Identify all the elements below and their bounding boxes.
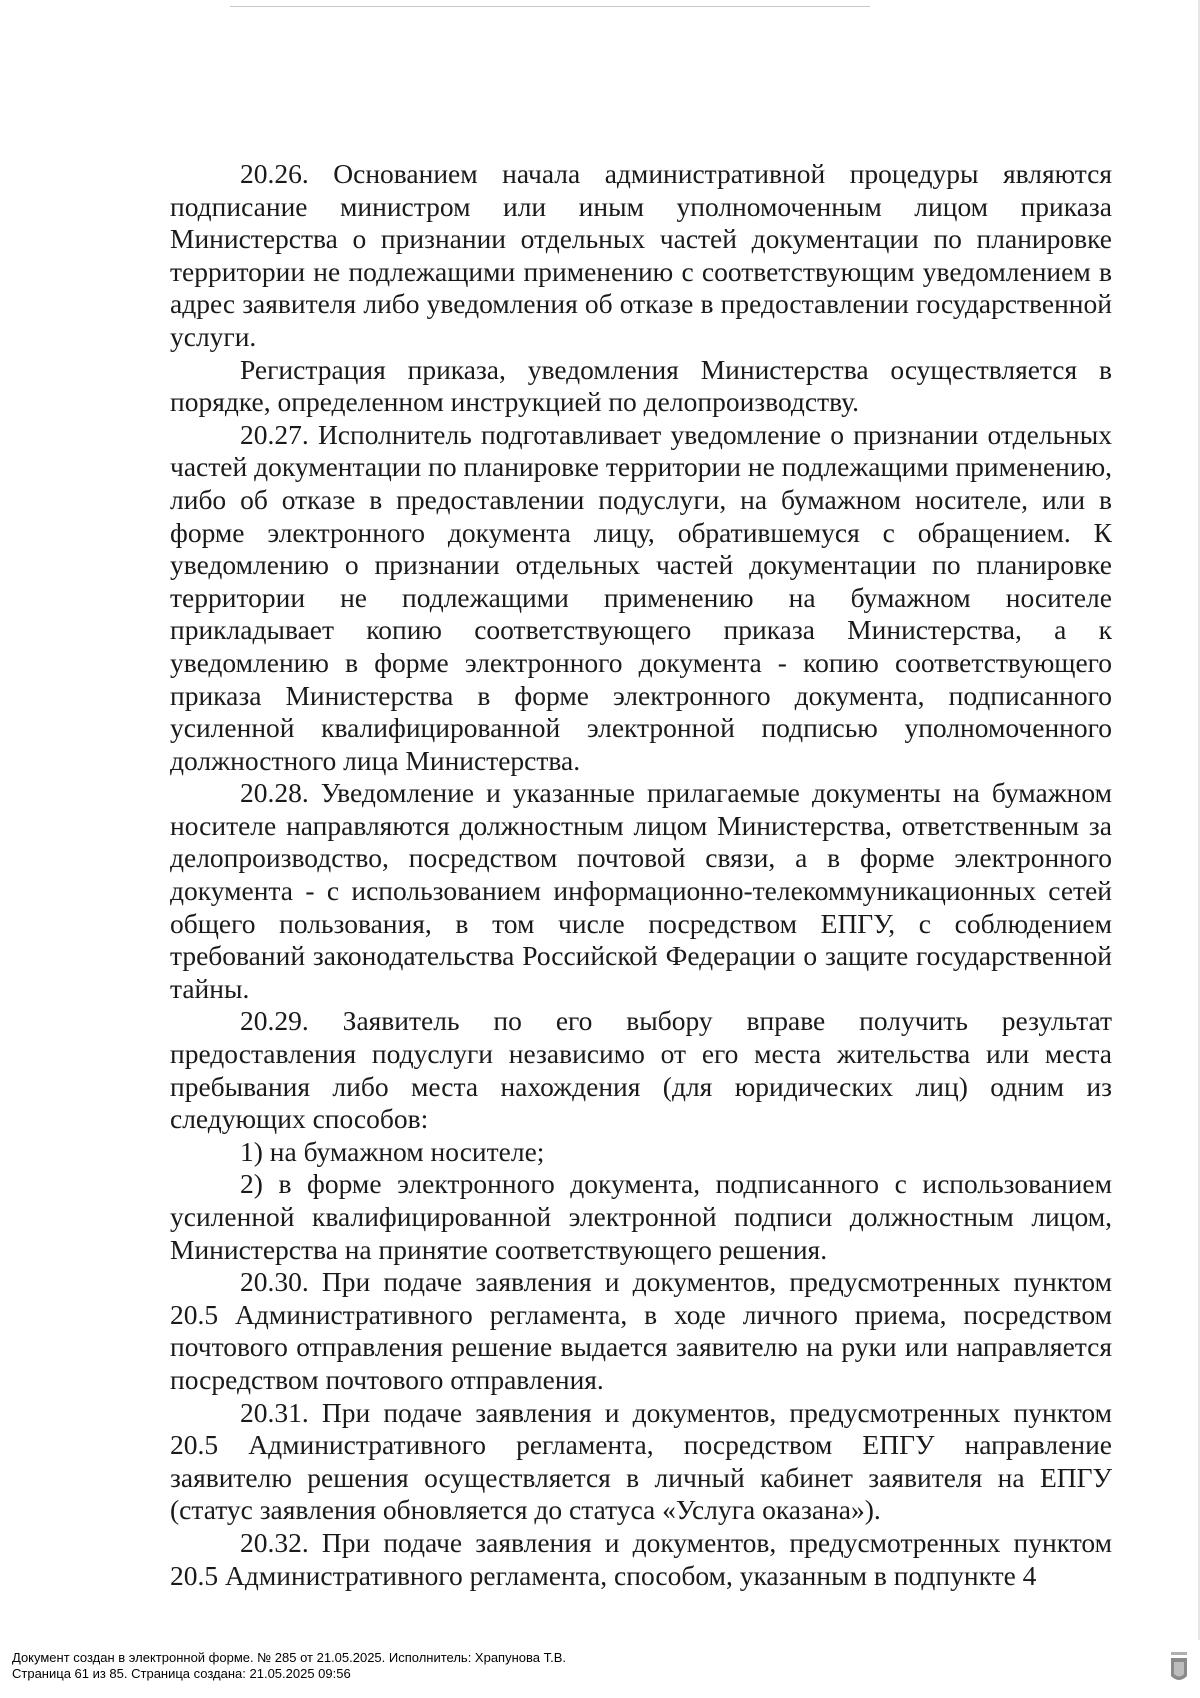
paragraph-20-27: 20.27. Исполнитель подготавливает уведомление о признании отдельных частей документации по планировке территории не подлежащими применению, либо об отказе в предоставлении подуслуги, на бумажном носителе, или в форме электронного документа лицу, обратившемуся с обращением. К уведомлению о признании отдельных частей документации по планировке территории не подлежащими применению на бумажном носителе прикладывает копию соответствующего приказа Министерства, а к уведомлению в форме электронного документа - копию соответствующего приказа Министерства в форме электронного документа, подписанного усиленной квалифицированной электронной подписью уполномоченного должностного лица Министерства.: [170, 418, 1112, 776]
paragraph-20-28: 20.28. Уведомление и указанные прилагаемые документы на бумажном носителе направляются должностным лицом Министерства, ответственным за делопроизводство, посредством почтовой связи, а в форме электронного документа - с использованием информационно-телекоммуникационных сетей общего пользования, в том числе посредством ЕПГУ, с соблюдением требований законодательства Российской Федерации о защите государственной тайны.: [170, 777, 1112, 1004]
document-footer: [12, 1650, 566, 1682]
paragraph-20-32: 20.32. При подаче заявления и документов, предусмотренных пунктом 20.5 Административного регламента, способом, указанным в подпункте 4: [170, 1526, 1112, 1591]
document-body: [170, 158, 1112, 1592]
paragraph-registration: Регистрация приказа, уведомления Министерства осуществляется в порядке, определенном инструкцией по делопроизводству.: [170, 353, 1112, 418]
paragraph-20-30: 20.30. При подаче заявления и документов, предусмотренных пунктом 20.5 Административного регламента, в ходе личного приема, посредством почтового отправления решение выдается заявителю на руки или направляется посредством почтового отправления.: [170, 1266, 1112, 1395]
coat-of-arms-icon: [1168, 1650, 1190, 1686]
footer-line-1: Документ создан в электронной форме. № 285 от 21.05.2025. Исполнитель: Храпунова Т.В.: [12, 1650, 567, 1665]
scan-artifact-line: [230, 6, 870, 7]
paragraph-20-29: 20.29. Заявитель по его выбору вправе получить результат предоставления подуслуги независимо от его места жительства или места пребывания либо места нахождения (для юридических лиц) одним из следующих способов:: [170, 1005, 1112, 1135]
list-item-2: 2) в форме электронного документа, подписанного с использованием усиленной квалифицированной электронной подписи должностным лицом, Министерства на принятие соответствующего решения.: [170, 1168, 1112, 1265]
footer-line-2: Страница 61 из 85. Страница создана: 21.05.2025 09:56: [12, 1666, 351, 1681]
paragraph-20-31: 20.31. При подаче заявления и документов, предусмотренных пунктом 20.5 Административного регламента, посредством ЕПГУ направление заявителю решения осуществляется в личный кабинет заявителя на ЕПГУ (статус заявления обновляется до статуса «Услуга оказана»).: [170, 1396, 1112, 1526]
paragraph-20-26: 20.26. Основанием начала административной процедуры являются подписание министром или иным уполномоченным лицом приказа Министерства о признании отдельных частей документации по планировке территории не подлежащими применению с соответствующим уведомлением в адрес заявителя либо уведомления об отказе в предоставлении государственной услуги.: [170, 158, 1112, 352]
list-item-1: 1) на бумажном носителе;: [240, 1135, 545, 1167]
